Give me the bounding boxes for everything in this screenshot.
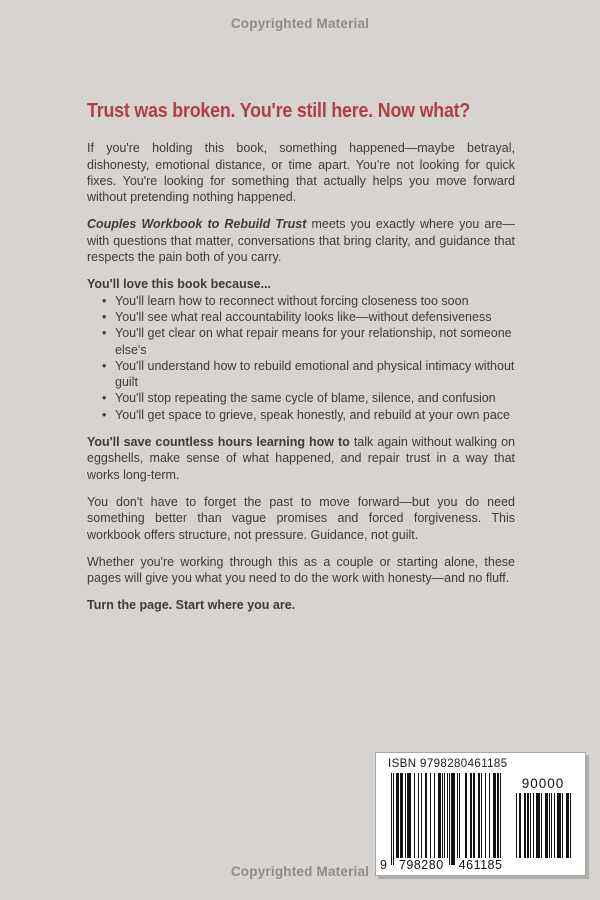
forget-past-paragraph: You don't have to forget the past to move forward—but you do need something better than vague promises and forced forgiveness. This workbook offers structure, not pressure. Guidance, not guilt.: [87, 494, 515, 542]
isbn-number-label: ISBN 9798280461185: [388, 758, 508, 770]
ean13-digit-group: 461185: [455, 858, 507, 873]
copyright-banner-top: Copyrighted Material: [230, 16, 370, 31]
meets-paragraph-rest: meets you exactly where you are—with questions that matter, conversations that bring clarity, and guidance that respects the pain both of you carry.: [87, 217, 515, 265]
price-code-label: 90000: [521, 776, 565, 791]
call-to-action: Turn the page. Start where you are.: [87, 598, 296, 613]
ean13-digit-group: 9: [380, 858, 387, 872]
book-title-mention: Couples Workbook to Rebuild Trust: [87, 217, 307, 232]
benefits-list: [87, 293, 515, 423]
copyright-banner-bottom: Copyrighted Material: [230, 864, 370, 879]
meets-paragraph: [87, 216, 515, 265]
save-hours-paragraph: [87, 434, 515, 483]
back-cover-text-block: [87, 100, 515, 614]
benefit-item: • You'll get space to grieve, speak honestly, and rebuild at your own pace: [115, 407, 515, 423]
ean13-digit-group: 798280: [395, 858, 448, 873]
save-hours-lead: You'll save countless hours learning how to: [87, 435, 350, 450]
benefits-heading: You'll love this book because...: [87, 277, 272, 292]
intro-paragraph: If you're holding this book, something happened—maybe betrayal, dishonesty, emotional distance, or time apart. You're not looking for quick fixes. You're looking for something that actually helps you move forward without pretending nothing happened.: [87, 141, 515, 205]
benefit-item: • You'll see what real accountability looks like—without defensiveness: [115, 309, 515, 325]
benefit-item: • You'll stop repeating the same cycle of blame, silence, and confusion: [115, 390, 515, 406]
headline-text: Trust was broken. You're still here. Now what?: [87, 100, 471, 122]
isbn-barcode-box: [375, 752, 586, 876]
price-addon-barcode: [513, 776, 573, 858]
ean13-barcode-bars: [391, 773, 501, 865]
benefit-item: • You'll learn how to reconnect without forcing closeness too soon: [115, 293, 515, 309]
save-hours-rest: talk again without walking on eggshells, make sense of what happened, and repair trust in a way that works long-term.: [87, 435, 515, 482]
headline: [87, 100, 515, 122]
price-addon-bars: [515, 793, 571, 858]
ean13-barcode: [378, 773, 504, 873]
benefit-item: • You'll understand how to rebuild emotional and physical intimacy without guilt: [115, 358, 515, 391]
whether-paragraph: Whether you're working through this as a couple or starting alone, these pages will give you what you need to do the work with honesty—and no fluff.: [87, 554, 515, 586]
benefit-item: • You'll get clear on what repair means for your relationship, not someone else's: [115, 325, 515, 358]
